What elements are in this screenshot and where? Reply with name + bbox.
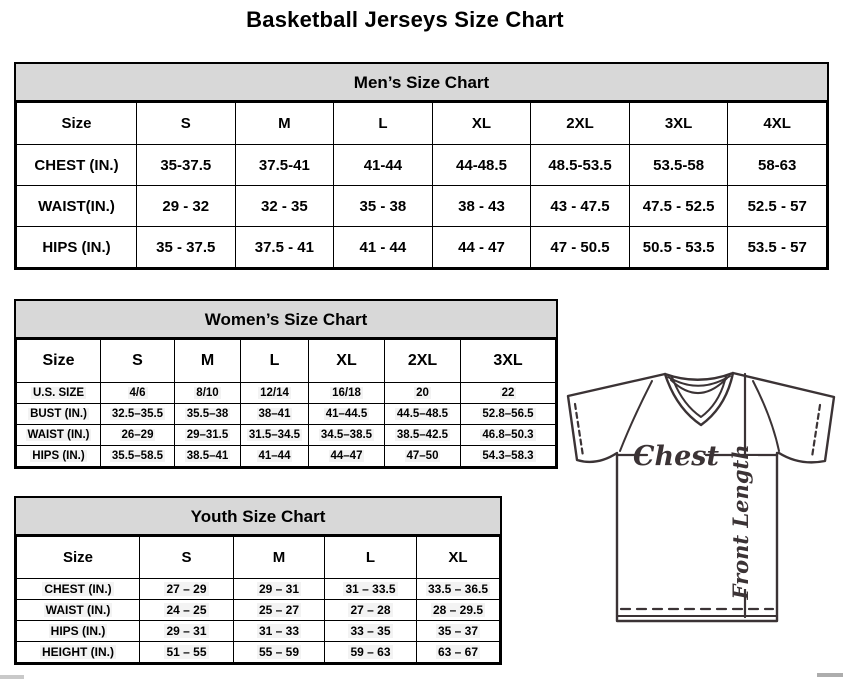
row-label: HIPS (IN.) <box>17 227 137 268</box>
table-cell: 44.5–48.5 <box>385 404 461 425</box>
table-cell: 31 – 33.5 <box>325 579 417 600</box>
table-cell: 35 - 37.5 <box>137 227 236 268</box>
womens-chart-title: Women’s Size Chart <box>16 301 556 339</box>
page-edge-artifact-right <box>817 673 843 677</box>
youth-size-chart-section <box>14 496 502 665</box>
table-cell: 47 - 50.5 <box>531 227 630 268</box>
table-cell: 22 <box>461 383 556 404</box>
table-cell: 35.5–38 <box>175 404 241 425</box>
column-header: Size <box>17 537 140 579</box>
row-label: HIPS (IN.) <box>17 621 140 642</box>
table-cell: 37.5-41 <box>235 145 334 186</box>
table-cell: 35-37.5 <box>137 145 236 186</box>
table-row <box>17 227 827 268</box>
table-row <box>17 145 827 186</box>
table-cell: 38–41 <box>241 404 309 425</box>
table-cell: 25 – 27 <box>234 600 325 621</box>
table-cell: 29 – 31 <box>140 621 234 642</box>
table-row <box>17 621 500 642</box>
table-cell: 43 - 47.5 <box>531 186 630 227</box>
table-cell: 41 - 44 <box>334 227 433 268</box>
column-header: S <box>101 340 175 383</box>
column-header-row <box>17 103 827 145</box>
table-cell: 27 – 29 <box>140 579 234 600</box>
table-cell: 31 – 33 <box>234 621 325 642</box>
table-cell: 32 - 35 <box>235 186 334 227</box>
row-label: BUST (IN.) <box>17 404 101 425</box>
column-header: Size <box>17 103 137 145</box>
table-cell: 35.5–58.5 <box>101 446 175 467</box>
table-cell: 35 - 38 <box>334 186 433 227</box>
column-header: 2XL <box>531 103 630 145</box>
front-length-label: Front Length <box>728 444 753 600</box>
column-header: 3XL <box>461 340 556 383</box>
table-cell: 38.5–42.5 <box>385 425 461 446</box>
table-cell: 16/18 <box>309 383 385 404</box>
table-cell: 27 – 28 <box>325 600 417 621</box>
chest-label: Chest <box>633 441 719 472</box>
sleeve-dashed-right <box>812 405 820 457</box>
table-cell: 41–44 <box>241 446 309 467</box>
jersey-outline <box>568 373 834 621</box>
mens-size-chart-section <box>14 62 829 270</box>
table-cell: 38 - 43 <box>432 186 531 227</box>
row-label: CHEST (IN.) <box>17 579 140 600</box>
table-cell: 53.5-58 <box>629 145 728 186</box>
table-cell: 35 – 37 <box>417 621 500 642</box>
youth-chart-title: Youth Size Chart <box>16 498 500 536</box>
row-label: WAIST(IN.) <box>17 186 137 227</box>
column-header: L <box>325 537 417 579</box>
table-cell: 54.3–58.3 <box>461 446 556 467</box>
table-cell: 33 – 35 <box>325 621 417 642</box>
column-header: M <box>235 103 334 145</box>
column-header: 3XL <box>629 103 728 145</box>
page-edge-artifact-left <box>0 675 24 679</box>
youth-size-table <box>16 536 500 663</box>
table-cell: 32.5–35.5 <box>101 404 175 425</box>
mens-chart-title: Men’s Size Chart <box>16 64 827 102</box>
womens-size-chart-section <box>14 299 558 469</box>
column-header: L <box>334 103 433 145</box>
womens-size-table <box>16 339 556 467</box>
column-header: XL <box>432 103 531 145</box>
table-cell: 24 – 25 <box>140 600 234 621</box>
column-header-row <box>17 340 556 383</box>
table-row <box>17 404 556 425</box>
jersey-measurement-diagram <box>560 358 842 624</box>
table-cell: 44-48.5 <box>432 145 531 186</box>
table-cell: 4/6 <box>101 383 175 404</box>
table-row <box>17 579 500 600</box>
table-cell: 38.5–41 <box>175 446 241 467</box>
table-cell: 58-63 <box>728 145 827 186</box>
table-cell: 28 – 29.5 <box>417 600 500 621</box>
table-cell: 47.5 - 52.5 <box>629 186 728 227</box>
table-cell: 55 – 59 <box>234 642 325 663</box>
table-cell: 44 - 47 <box>432 227 531 268</box>
column-header: 4XL <box>728 103 827 145</box>
table-cell: 34.5–38.5 <box>309 425 385 446</box>
table-cell: 59 – 63 <box>325 642 417 663</box>
row-label: WAIST (IN.) <box>17 425 101 446</box>
table-cell: 51 – 55 <box>140 642 234 663</box>
row-label: WAIST (IN.) <box>17 600 140 621</box>
column-header: S <box>140 537 234 579</box>
table-row <box>17 446 556 467</box>
row-label: CHEST (IN.) <box>17 145 137 186</box>
table-cell: 63 – 67 <box>417 642 500 663</box>
table-cell: 29–31.5 <box>175 425 241 446</box>
table-row <box>17 600 500 621</box>
table-cell: 52.8–56.5 <box>461 404 556 425</box>
row-label: HEIGHT (IN.) <box>17 642 140 663</box>
column-header: 2XL <box>385 340 461 383</box>
column-header: S <box>137 103 236 145</box>
row-label: HIPS (IN.) <box>17 446 101 467</box>
table-cell: 41–44.5 <box>309 404 385 425</box>
table-row <box>17 642 500 663</box>
table-cell: 29 – 31 <box>234 579 325 600</box>
column-header: XL <box>417 537 500 579</box>
jersey-diagram-svg <box>560 358 842 624</box>
table-cell: 31.5–34.5 <box>241 425 309 446</box>
table-cell: 52.5 - 57 <box>728 186 827 227</box>
table-cell: 53.5 - 57 <box>728 227 827 268</box>
table-row <box>17 425 556 446</box>
table-cell: 50.5 - 53.5 <box>629 227 728 268</box>
table-cell: 20 <box>385 383 461 404</box>
table-cell: 48.5-53.5 <box>531 145 630 186</box>
row-label: U.S. SIZE <box>17 383 101 404</box>
table-cell: 12/14 <box>241 383 309 404</box>
table-cell: 37.5 - 41 <box>235 227 334 268</box>
table-cell: 33.5 – 36.5 <box>417 579 500 600</box>
column-header: Size <box>17 340 101 383</box>
table-cell: 29 - 32 <box>137 186 236 227</box>
mens-size-table <box>16 102 827 268</box>
column-header: M <box>175 340 241 383</box>
page-title: Basketball Jerseys Size Chart <box>246 7 564 32</box>
column-header: L <box>241 340 309 383</box>
table-row <box>17 383 556 404</box>
table-cell: 8/10 <box>175 383 241 404</box>
table-cell: 46.8–50.3 <box>461 425 556 446</box>
column-header: M <box>234 537 325 579</box>
column-header-row <box>17 537 500 579</box>
table-row <box>17 186 827 227</box>
table-cell: 44–47 <box>309 446 385 467</box>
column-header: XL <box>309 340 385 383</box>
table-cell: 47–50 <box>385 446 461 467</box>
table-cell: 41-44 <box>334 145 433 186</box>
armhole-seam-right <box>753 381 779 451</box>
table-cell: 26–29 <box>101 425 175 446</box>
